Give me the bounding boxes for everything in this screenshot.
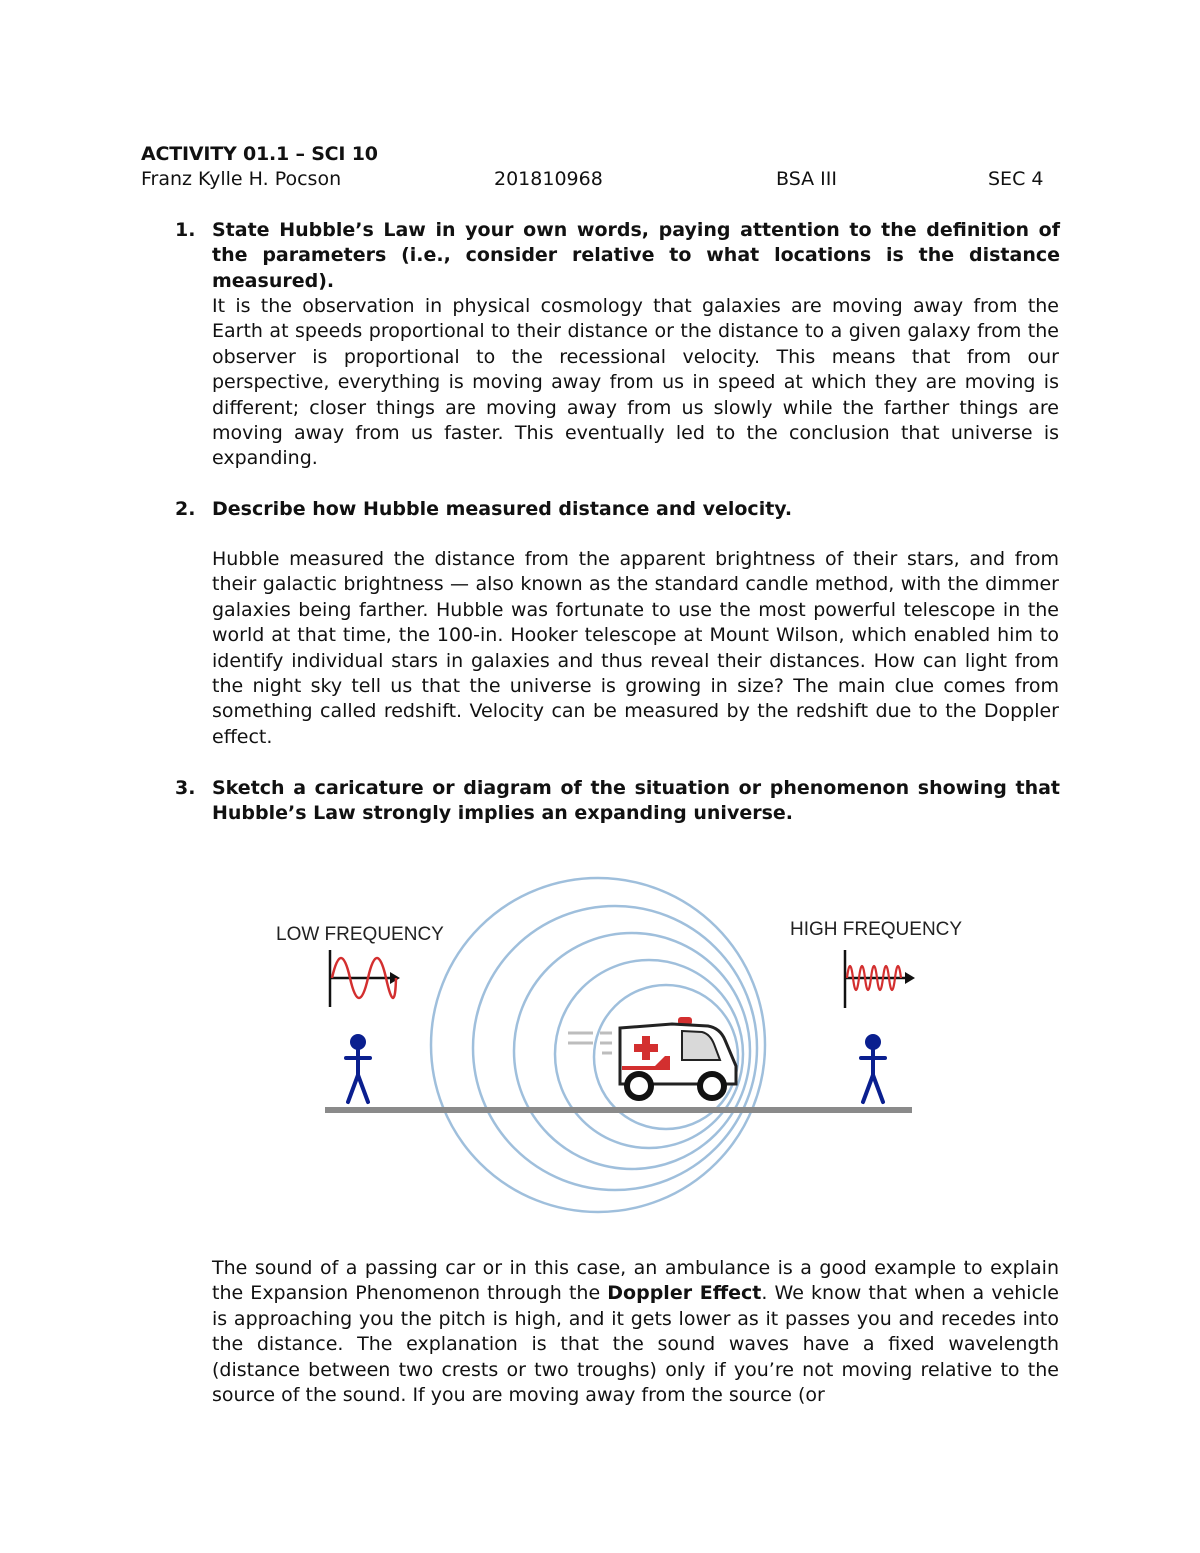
student-name: Franz Kylle H. Pocson — [141, 168, 342, 190]
closing-text-part2: . We know that when a vehicle is approaching you the pitch is high, and it gets lower as it passes you and recedes into the distance. The explanation is that the sound waves have a fixed wavelength (distance between two crests or two troughs) only if you’re not moving relative to the source of the sound. If you are moving away from the source (or — [212, 1282, 1059, 1407]
question-number: 3. — [175, 777, 196, 799]
observer-right — [861, 1034, 885, 1102]
high-frequency-wave-icon — [845, 950, 915, 1008]
speed-lines — [568, 1033, 612, 1053]
answer-2: Hubble measured the distance from the apparent brightness of their stars, and from their galactic brightness — also known as the standard candle method, with the dimmer galaxies being farther. Hubble was fortunate to use the most powerful telescope in the world at that time, the 100-in. Hooker telescope at Mount Wilson, which enabled him to identify individual stars in galaxies and thus reveal their distances. How can light from the night sky tell us that the universe is growing in size? The main clue comes from something called redshift. Velocity can be measured by the redshift due to the Doppler effect. — [212, 548, 1059, 748]
question-2 — [175, 497, 1060, 522]
answer-1: It is the observation in physical cosmology that galaxies are moving away from the Earth at speeds proportional to their distance or the distance to a given galaxy from the observer is proportional to the recessional velocity. This means that from our perspective, everything is moving away from us in speed at which they are moving is different; closer things are moving away from us slowly while the farther things are moving away from us faster. This eventually led to the conclusion that universe is expanding. — [212, 295, 1059, 470]
closing-paragraph — [212, 1256, 1059, 1408]
closing-text-part1: The sound of a passing car or in this case, an ambulance is a good example to explain the Expansion Phenomenon through the — [212, 1257, 1059, 1305]
question-text: Describe how Hubble measured distance and velocity. — [212, 498, 793, 520]
high-frequency-label: HIGH FREQUENCY — [790, 919, 963, 940]
diagram-svg — [250, 870, 970, 1220]
doppler-diagram — [250, 870, 970, 1220]
course-year: BSA III — [776, 168, 837, 190]
question-3 — [175, 776, 1060, 827]
observer-left — [346, 1034, 370, 1102]
question-1 — [175, 218, 1060, 294]
question-text: State Hubble’s Law in your own words, paying attention to the definition of the parameters (i.e., consider relative to what locations is the distance measured). — [212, 219, 1060, 292]
student-id: 201810968 — [494, 168, 603, 190]
question-text: Sketch a caricature or diagram of the situation or phenomenon showing that Hubble’s Law strongly implies an expanding universe. — [212, 777, 1060, 825]
section: SEC 4 — [988, 168, 1044, 190]
low-frequency-wave-icon — [330, 950, 400, 1007]
question-number: 1. — [175, 219, 196, 241]
low-frequency-label: LOW FREQUENCY — [276, 924, 444, 945]
activity-title: ACTIVITY 01.1 – SCI 10 — [141, 143, 378, 165]
doppler-effect-term: Doppler Effect — [607, 1282, 762, 1305]
question-number: 2. — [175, 498, 196, 520]
